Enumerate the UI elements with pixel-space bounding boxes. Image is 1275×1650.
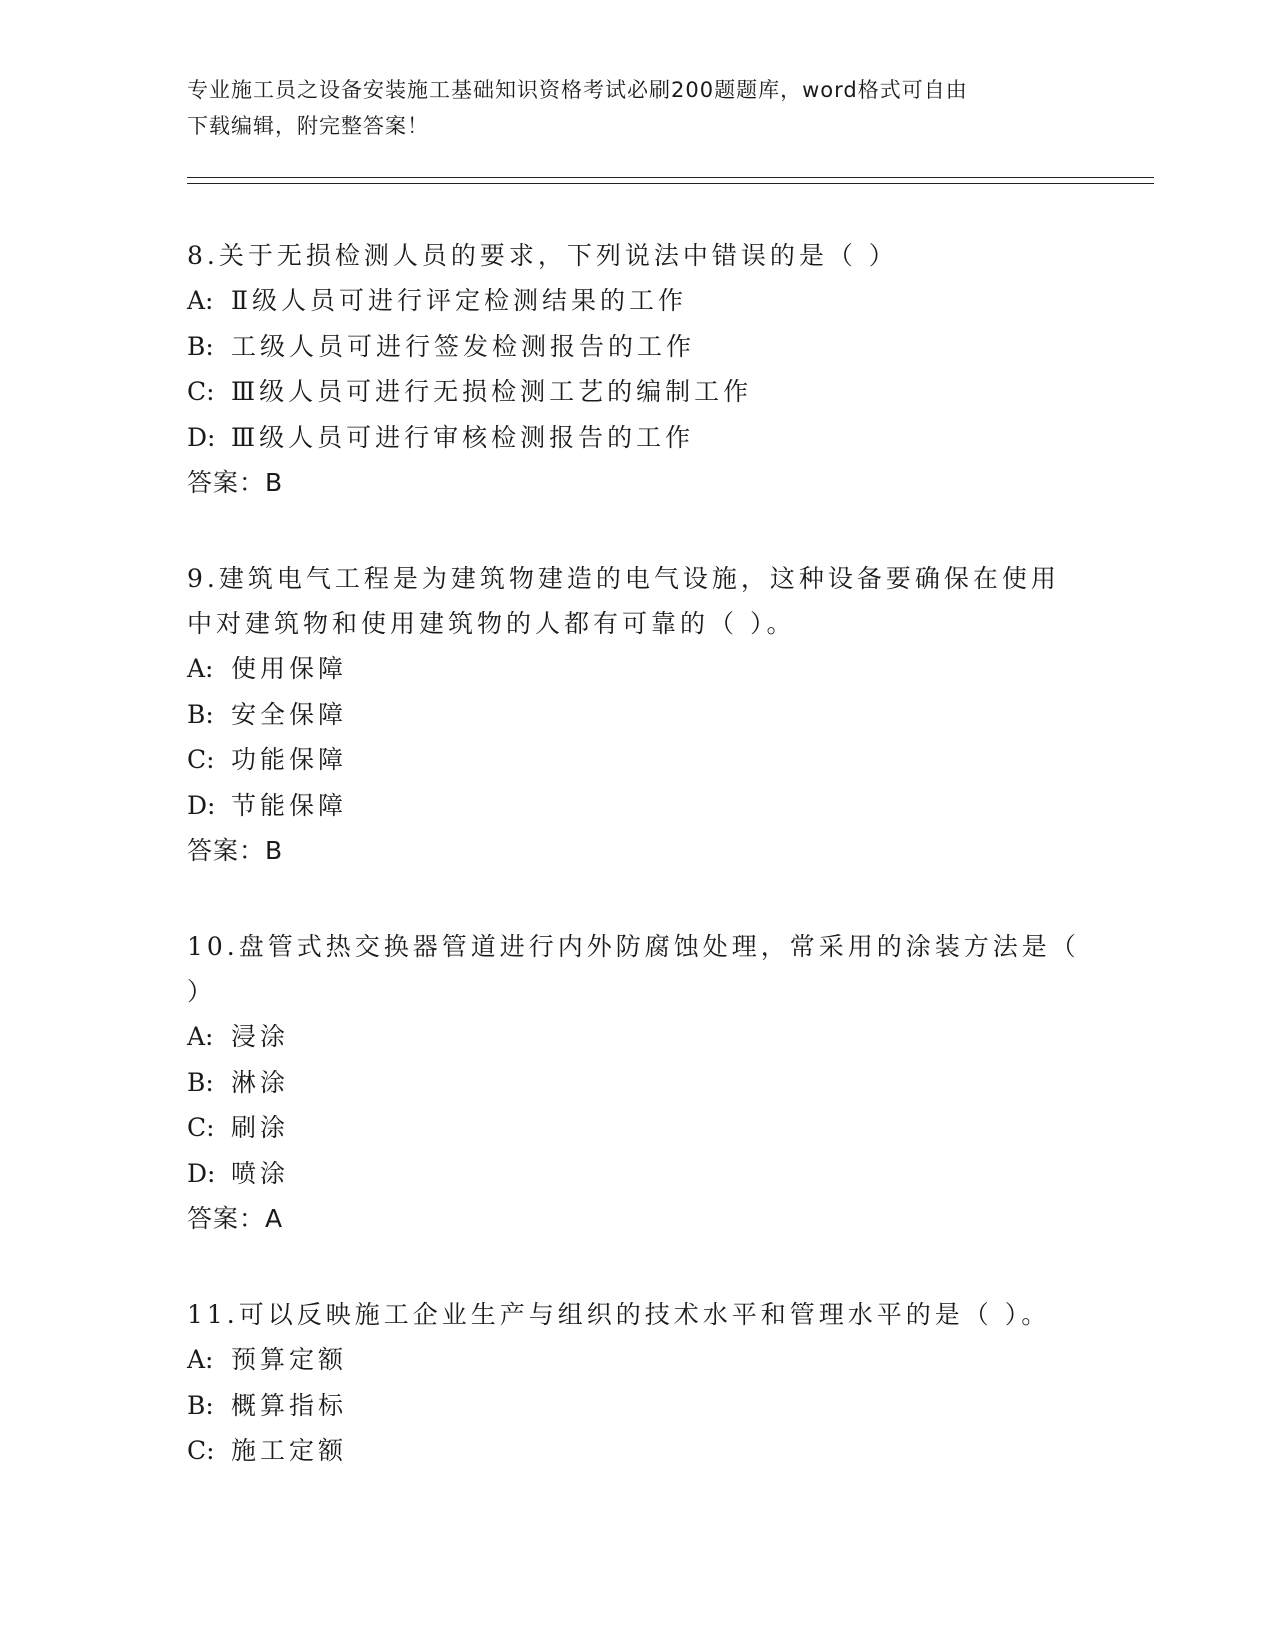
question-list xyxy=(187,233,1087,1524)
option-label: B: xyxy=(187,331,214,361)
option-text: 节能保障 xyxy=(231,790,348,820)
option-label: A: xyxy=(187,654,214,683)
question-stem: 8.关于无损检测人员的要求，下列说法中错误的是（ ） xyxy=(187,241,898,270)
option-text: 工级人员可进行签发检测报告的工作 xyxy=(231,331,696,361)
option-text: 功能保障 xyxy=(231,745,348,774)
option-label: D: xyxy=(187,422,216,452)
option-a xyxy=(187,1014,1087,1060)
option-d xyxy=(187,783,1087,829)
option-c xyxy=(187,1428,1087,1474)
question-stem-line-2: 中对建筑物和使用建筑物的人都有可靠的（ ）。 xyxy=(187,609,796,638)
document-header xyxy=(187,72,1067,144)
question-stem-line-1: 10.盘管式热交换器管道进行内外防腐蚀处理，常采用的涂装方法是（ xyxy=(187,932,1080,961)
answer: 答案：B xyxy=(187,836,284,865)
option-a xyxy=(187,646,1087,692)
option-label: C: xyxy=(187,377,215,406)
answer: 答案：B xyxy=(187,468,284,497)
option-c xyxy=(187,369,1087,415)
option-label: C: xyxy=(187,1436,215,1465)
option-text: Ⅲ级人员可进行无损检测工艺的编制工作 xyxy=(231,377,753,406)
option-text: 施工定额 xyxy=(231,1436,348,1465)
option-text: 预算定额 xyxy=(231,1345,348,1374)
option-label: D: xyxy=(187,1158,216,1188)
option-b xyxy=(187,692,1087,738)
header-line-1: 专业施工员之设备安装施工基础知识资格考试必刷200题题库，word格式可自由 xyxy=(187,78,968,102)
header-line-2: 下载编辑，附完整答案！ xyxy=(187,114,429,138)
question-9 xyxy=(187,556,1087,874)
question-11 xyxy=(187,1292,1087,1474)
option-text: 刷涂 xyxy=(231,1113,290,1142)
option-a xyxy=(187,278,1087,324)
option-label: B: xyxy=(187,1067,214,1097)
option-label: A: xyxy=(187,1345,214,1374)
option-label: A: xyxy=(187,1022,214,1051)
option-text: 喷涂 xyxy=(231,1158,290,1188)
option-text: Ⅱ级人员可进行评定检测结果的工作 xyxy=(231,286,687,315)
option-b xyxy=(187,1383,1087,1429)
option-label: B: xyxy=(187,1390,214,1420)
header-divider-top xyxy=(187,177,1154,178)
question-8 xyxy=(187,233,1087,506)
option-text: 浸涂 xyxy=(231,1022,290,1051)
option-text: Ⅲ级人员可进行审核检测报告的工作 xyxy=(231,422,695,452)
option-d xyxy=(187,1151,1087,1197)
option-label: C: xyxy=(187,745,215,774)
option-b xyxy=(187,324,1087,370)
question-stem-line-2: ） xyxy=(187,977,217,1006)
option-text: 安全保障 xyxy=(231,699,348,729)
option-label: A: xyxy=(187,286,214,315)
option-a xyxy=(187,1337,1087,1383)
option-label: D: xyxy=(187,790,216,820)
header-divider-bottom xyxy=(187,183,1154,184)
option-c xyxy=(187,1105,1087,1151)
option-c xyxy=(187,737,1087,783)
question-10 xyxy=(187,924,1087,1242)
question-stem: 11.可以反映施工企业生产与组织的技术水平和管理水平的是（ ）。 xyxy=(187,1300,1051,1329)
option-label: B: xyxy=(187,699,214,729)
option-text: 淋涂 xyxy=(231,1067,290,1097)
option-text: 使用保障 xyxy=(231,654,348,683)
answer: 答案：A xyxy=(187,1204,284,1233)
option-d xyxy=(187,415,1087,461)
option-label: C: xyxy=(187,1113,215,1142)
option-text: 概算指标 xyxy=(231,1390,348,1420)
question-stem-line-1: 9.建筑电气工程是为建筑物建造的电气设施，这种设备要确保在使用 xyxy=(187,564,1060,593)
option-b xyxy=(187,1060,1087,1106)
